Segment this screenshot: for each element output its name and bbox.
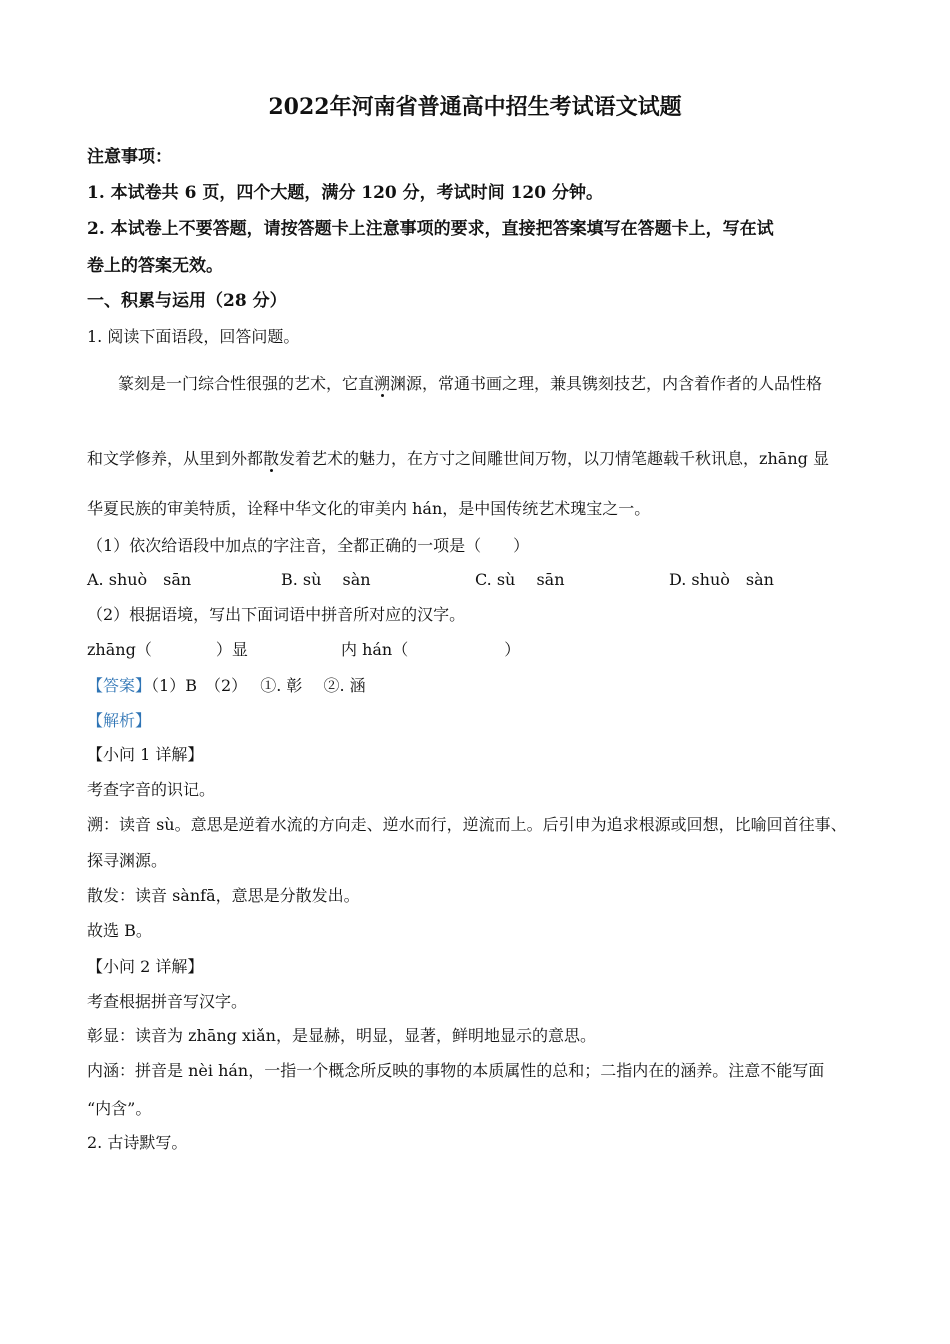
notice-item-1: 1. 本试卷共 6 页，四个大题，满分 120 分，考试时间 120 分钟。	[87, 183, 603, 203]
dotted-char: 溯	[374, 374, 391, 393]
page-title: 2022年河南省普通高中招生考试语文试题	[268, 94, 682, 120]
analysis-line: 考查根据拼音写汉字。	[87, 992, 248, 1011]
notice-heading: 注意事项：	[87, 147, 172, 167]
subquestion-1: （1）依次给语段中加点的字注音，全都正确的一项是（ ）	[87, 536, 530, 555]
answer-line	[87, 675, 366, 697]
pinyin-blank: hán	[412, 499, 443, 518]
analysis-line: 考查字音的识记。	[87, 780, 216, 799]
option-b: B. sù sàn	[281, 570, 371, 589]
question-1-stem: 1. 阅读下面语段，回答问题。	[87, 327, 300, 346]
notice-item-2-cont: 卷上的答案无效。	[87, 256, 223, 276]
passage-text: ，是中国传统艺术瑰宝之一。	[442, 499, 651, 518]
passage-text: 华夏民族的审美特质，诠释中华文化的审美内	[87, 499, 413, 518]
answer-text: （1）B （2） ①. 彰 ②. 涵	[151, 676, 366, 695]
analysis-sub1-heading: 【小问 1 详解】	[87, 745, 204, 764]
passage-text: 篆刻是一门综合性很强的艺术，它直	[118, 374, 375, 393]
fill-blank-1: zhāng（ ）显	[87, 640, 248, 659]
analysis-sub2-heading: 【小问 2 详解】	[87, 957, 204, 976]
analysis-line: 探寻渊源。	[87, 851, 168, 870]
analysis-line: 故选 B。	[87, 921, 152, 940]
option-c: C. sù sān	[475, 570, 565, 589]
passage-line-1	[118, 373, 822, 395]
analysis-line: 溯：读音 sù。意思是逆着水流的方向走、逆水而行，逆流而上。后引申为追求根源或回想，比喻回首往事、	[87, 815, 847, 834]
fill-blank-2: 内 hán（ ）	[341, 640, 521, 659]
section-heading: 一、积累与运用（28 分）	[87, 291, 287, 311]
analysis-line: 散发：读音 sànfā，意思是分散发出。	[87, 886, 360, 905]
option-a: A. shuò sān	[87, 570, 192, 589]
passage-text: 发着艺术的魅力，在方寸之间雕世间万物，以刀情笔趣载千秋讯息，	[279, 449, 760, 468]
analysis-line: 内涵：拼音是 nèi hán，一指一个概念所反映的事物的本质属性的总和；二指内在的涵养。注意不能写面	[87, 1061, 825, 1080]
notice-item-2: 2. 本试卷上不要答题，请按答题卡上注意事项的要求，直接把答案填写在答题卡上，写在试	[87, 219, 774, 239]
analysis-label: 【解析】	[87, 711, 152, 730]
analysis-line: 彰显：读音为 zhāng xiǎn，是显赫，明显，显著，鲜明地显示的意思。	[87, 1026, 596, 1045]
question-2-stem: 2. 古诗默写。	[87, 1133, 188, 1152]
option-d: D. shuò sàn	[669, 570, 774, 589]
pinyin-blank: zhāng 显	[759, 449, 829, 468]
analysis-line: “内含”。	[87, 1099, 152, 1118]
passage-line-3	[87, 498, 650, 520]
passage-text: 和文学修养，从里到外都	[87, 449, 264, 468]
subquestion-2: （2）根据语境，写出下面词语中拼音所对应的汉字。	[87, 605, 466, 624]
passage-text: 渊源，常通书画之理，兼具镌刻技艺，内含着作者的人品性格	[390, 374, 823, 393]
dotted-char: 散	[263, 449, 280, 468]
passage-line-2	[87, 448, 829, 470]
answer-label: 【答案】	[87, 676, 152, 695]
